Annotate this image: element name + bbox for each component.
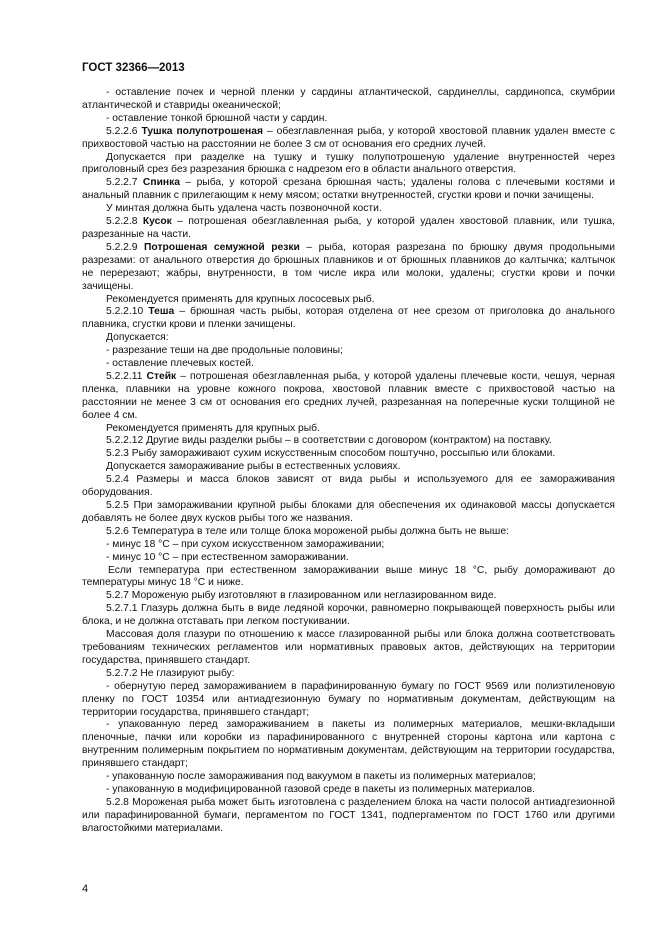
paragraph-text: - оставление плечевых костей.	[106, 358, 254, 370]
paragraph	[82, 552, 615, 565]
paragraph	[82, 332, 615, 345]
paragraph	[82, 423, 615, 436]
clause-number: 5.2.2.9	[106, 241, 145, 253]
paragraph	[82, 152, 615, 178]
paragraph	[82, 500, 615, 526]
paragraph-text: - минус 10 °С – при естественном замораживании.	[106, 551, 349, 563]
paragraph-text: - упакованную в модифицированной газовой среде в пакеты из полимерных материалов.	[106, 783, 535, 795]
paragraph	[82, 306, 615, 332]
paragraph-text: Рекомендуется применять для крупных лососевых рыб.	[106, 293, 375, 305]
document-header: ГОСТ 32366—2013	[82, 62, 185, 74]
paragraph	[82, 461, 615, 474]
paragraph-text: - разрезание теши на две продольные половины;	[106, 345, 343, 357]
paragraph	[82, 771, 615, 784]
paragraph-text: 5.2.4 Размеры и масса блоков зависят от вида рыбы и используемого для ее замораживания оборудования.	[82, 474, 615, 499]
paragraph-text: – рыба, у которой срезана брюшная часть; удалены голова с плечевыми костями и анальный плавник с прилегающим к нему мясом; остатки внутренностей, сгустки крови и почки зачищены.	[82, 177, 615, 202]
paragraph-text: Допускается:	[106, 332, 169, 344]
paragraph	[82, 294, 615, 307]
paragraph	[82, 448, 615, 461]
paragraph-text: Допускается замораживание рыбы в естественных условиях.	[106, 461, 401, 473]
clause-number: 5.2.2.7	[106, 177, 143, 189]
paragraph	[82, 177, 615, 203]
paragraph-text: Массовая доля глазури по отношению к массе глазированной рыбы или блока должна соответствовать требованиям технических регламентов или нормативных правовых актов, действующих на территории государства, принявшего стандарт.	[82, 629, 615, 666]
paragraph	[82, 539, 615, 552]
clause-number: 5.2.2.11	[106, 370, 147, 382]
paragraph-text: 5.2.6 Температура в теле или толще блока мороженой рыбы должна быть не выше:	[106, 525, 509, 537]
paragraph-text: - минус 18 °С – при сухом искусственном замораживании;	[106, 538, 385, 550]
term: Стейк	[146, 370, 177, 382]
paragraph	[82, 590, 615, 603]
paragraph	[82, 565, 615, 591]
clause-number: 5.2.2.8	[106, 216, 143, 228]
paragraph	[82, 784, 615, 797]
paragraph-text: 5.2.7.1 Глазурь должна быть в виде ледяной корочки, равномерно покрывающей поверхность рыбы или блока, и не должна отставать при легком постукивании.	[82, 603, 615, 628]
paragraph	[82, 629, 615, 668]
paragraph-text: – рыба, которая разрезана по брюшку двумя продольными разрезами: от анального отверстия до брюшных плавников и от брюшных плавников до калтычка; калтычок не перерезают; жабры, внутренности, в том числе икра или молоки, удалены; сгустки крови и почки зачищены.	[82, 241, 616, 292]
paragraph-text: 5.2.8 Мороженая рыба может быть изготовлена с разделением блока на части полосой антиадгезионной или парафинированной бумаги, пергаментом по ГОСТ 1341, подпергаментом по ГОСТ 1760 или другими влагостойкими материалами.	[82, 796, 615, 834]
paragraph	[82, 435, 615, 448]
paragraph	[82, 668, 615, 681]
paragraph-text: – потрошеная обезглавленная рыба, у которой удален хвостовой плавник, или тушка, разрезанные на части.	[82, 216, 616, 240]
term: Тушка полупотрошеная	[141, 125, 263, 137]
document-body	[82, 87, 615, 836]
page-number: 4	[82, 883, 89, 895]
paragraph	[82, 681, 615, 720]
paragraph	[82, 358, 615, 371]
paragraph-text: Допускается при разделке на тушку и тушку полупотрошеную удаление внутренностей через приголовный срез без разрезания брюшка с надрезом его в области анального отверстия.	[82, 151, 615, 176]
paragraph-text: – потрошеная обезглавленная рыба, у которой удалены плечевые кости, чешуя, черная пленка, плавники на уровне кожного покрова, хвостовой плавник вместе с прихвостовой частью на расстоянии не менее 3 см от основания его средних лучей, разрезанная на поперечные куски толщиной не более 4 см.	[82, 370, 616, 421]
paragraph	[82, 242, 615, 294]
term: Потрошеная семужной резки	[144, 241, 300, 253]
paragraph	[82, 345, 615, 358]
term: Спинка	[142, 177, 181, 189]
paragraph-text: – брюшная часть рыбы, которая отделена от нее срезом от приголовка до анального плавника, сгустки крови и пленки зачищены.	[82, 306, 615, 331]
paragraph	[82, 526, 615, 539]
paragraph-text: 5.2.5 При замораживании крупной рыбы блоками для обеспечения их одинаковой массы допускается добавлять не более двух кусков рыбы того же названия.	[82, 500, 615, 524]
paragraph	[82, 113, 615, 126]
paragraph	[82, 216, 615, 242]
term: Теша	[148, 306, 175, 318]
paragraph-text: 5.2.2.12 Другие виды разделки рыбы – в соответствии с договором (контрактом) на поставку.	[106, 435, 552, 447]
paragraph	[82, 371, 615, 423]
clause-number: 5.2.2.10	[106, 306, 149, 318]
paragraph-text: 5.2.7.2 Не глазируют рыбу:	[106, 667, 235, 679]
paragraph	[82, 719, 615, 771]
paragraph	[82, 603, 615, 629]
clause-number: 5.2.2.6	[106, 125, 142, 137]
paragraph	[82, 87, 615, 113]
paragraph-text: У минтая должна быть удалена часть позвоночной кости.	[106, 203, 382, 215]
paragraph	[82, 203, 615, 216]
paragraph-text: - оставление тонкой брюшной части у сардин.	[106, 112, 328, 124]
paragraph	[82, 474, 615, 500]
paragraph-text: - обернутую перед замораживанием в парафинированную бумагу по ГОСТ 9569 или полиэтиленовую пленку по ГОСТ 10354 или антиадгезионную бумагу по нормативным документам, действующим на территории государства, принявшего стандарт;	[82, 680, 615, 718]
paragraph-text: - упакованную перед замораживанием в пакеты из полимерных материалов, мешки-вкладыши пленочные, пачки или коробки из парафинированного с внутренней стороны картона или картона с внутренним полимерным покрытием по нормативным документам, действующим на территории государства, принявшего стандарт;	[82, 719, 615, 770]
paragraph	[82, 126, 615, 152]
paragraph-text: – обезглавленная рыба, у которой хвостовой плавник удален вместе с прихвостовой частью на расстоянии не более 3 см от основания его средних лучей.	[82, 125, 615, 150]
paragraph-text: Рекомендуется применять для крупных рыб.	[106, 422, 320, 434]
paragraph	[82, 797, 615, 836]
term: Кусок	[142, 216, 172, 228]
paragraph-text: - упакованную после замораживания под вакуумом в пакеты из полимерных материалов;	[106, 771, 536, 783]
paragraph-text: - оставление почек и черной пленки у сардины атлантической, сардинеллы, сардинопса, скумбрии атлантической и ставриды океанической;	[82, 87, 615, 111]
paragraph-text: 5.2.3 Рыбу замораживают сухим искусственным способом поштучно, россыпью или блоками.	[106, 448, 556, 460]
paragraph-text: 5.2.7 Мороженую рыбу изготовляют в глазированном или неглазированном виде.	[106, 590, 497, 602]
paragraph-text: Если температура при естественном замораживании выше минус 18 °С, рыбу домораживают до температуры минус 18 °С и ниже.	[82, 564, 615, 589]
